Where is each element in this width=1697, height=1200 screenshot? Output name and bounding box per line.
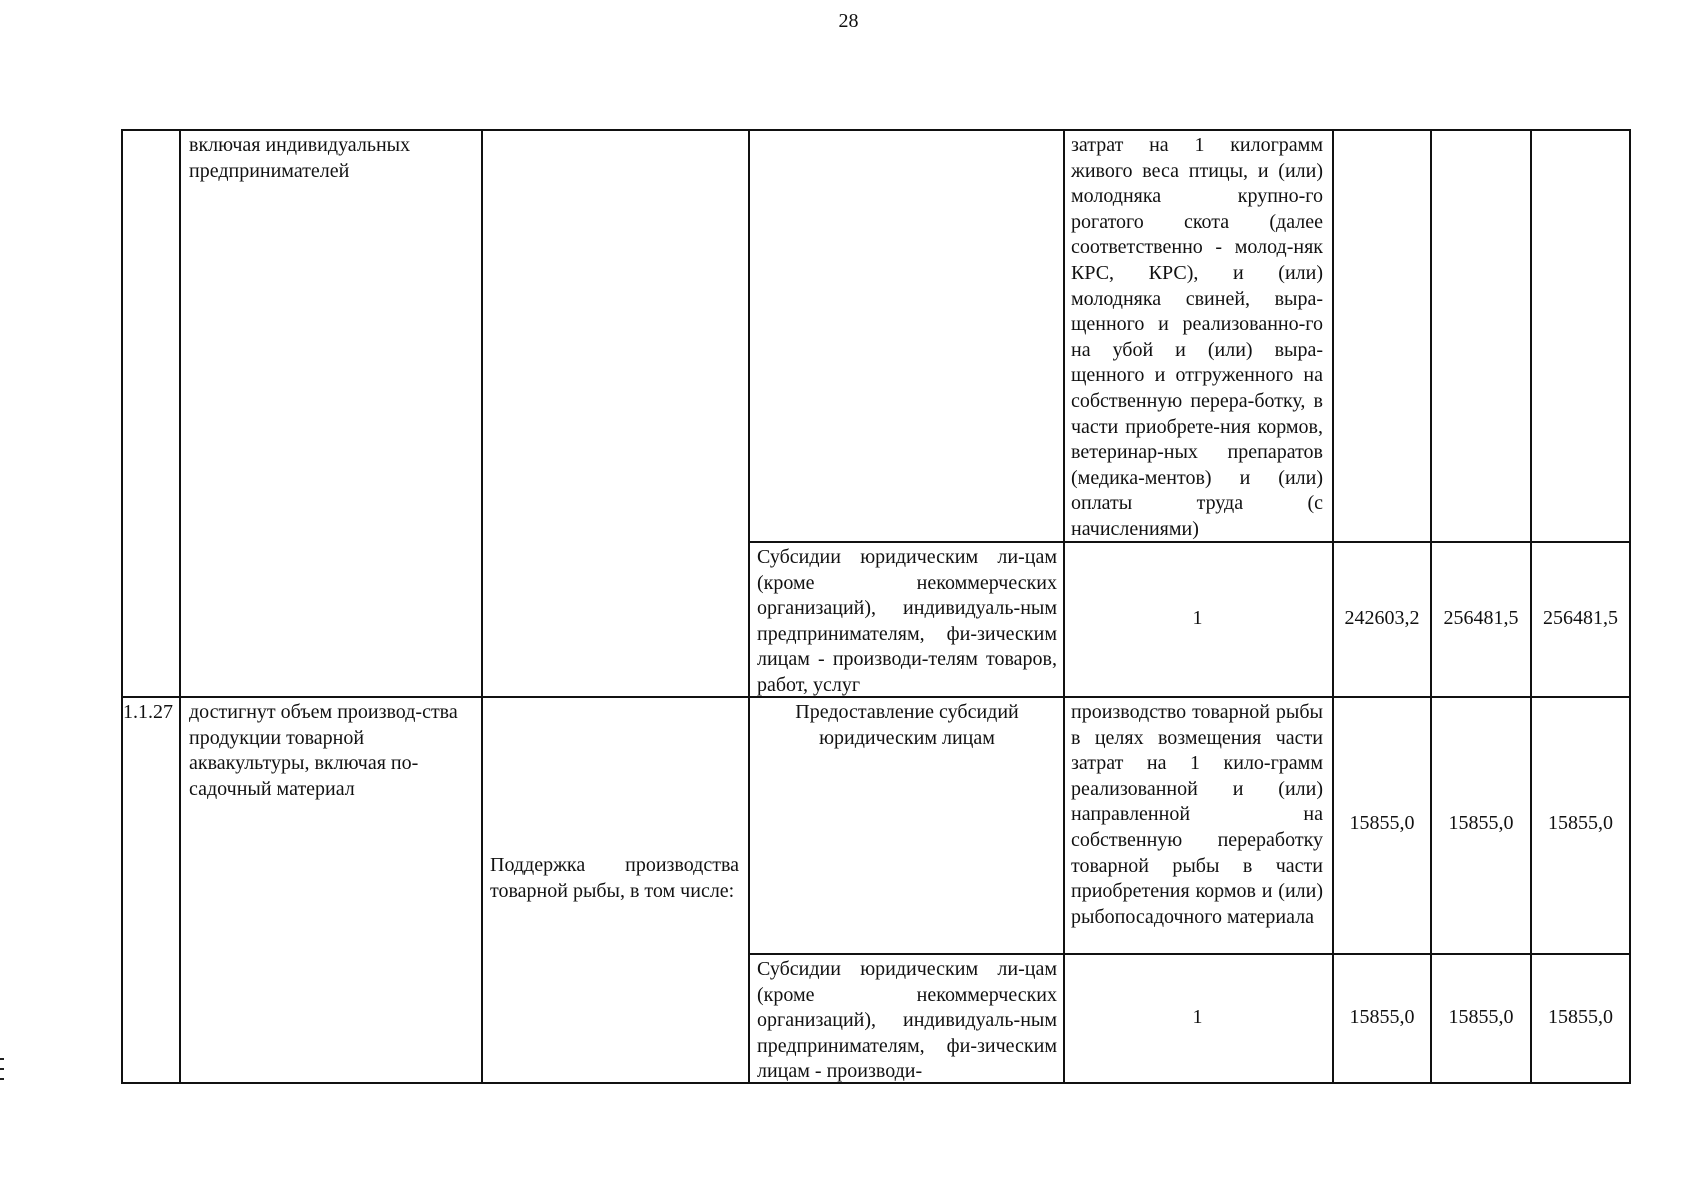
continued-indicator-text: включая индивидуальных предпринимателей — [189, 134, 411, 182]
row-number: 1.1.27 — [123, 701, 173, 723]
purpose-text: производство товарной рыбы в целях возмещения части затрат на 1 кило-грамм реализованной и (или) направленной на собственную переработку товарной рыбы в части приобретения кормов и (или) рыбопосадочного материала — [1071, 701, 1323, 928]
subsidy-value-3: 15855,0 — [1548, 1006, 1613, 1028]
measure-text: Предоставление субсидий юридическим лицам — [795, 701, 1019, 749]
subsidy-text: Субсидии юридическим ли-цам (кроме некоммерческих организаций), индивидуаль-ным предпринимателям, фи-зическим лицам - производи- — [757, 958, 1057, 1083]
continued-subsidy-value-3: 256481,5 — [1543, 607, 1618, 629]
continued-subsidy-code: 1 — [1192, 607, 1203, 629]
value-3: 15855,0 — [1548, 812, 1613, 834]
page-number: 28 — [838, 10, 859, 32]
subsidy-value-1: 15855,0 — [1349, 1006, 1415, 1028]
scan-edge-marks — [0, 1058, 6, 1088]
continued-subsidy-value-2: 256481,5 — [1443, 607, 1519, 629]
continued-purpose-text: затрат на 1 килограмм живого веса птицы, и (или) молодняка крупно-го рогатого скота (далее соответственно - молод-няк КРС, КРС), и (или) молодняка свиней, выра-щенного и реализованно-го на убой и (или) выра-щенного и отгруженного на собственную перера-ботку, в части приобрете-ния кормов, ветеринар-ных препаратов (медика-ментов) и (или) оплаты труда (с начислениями) — [1071, 134, 1323, 540]
value-1: 15855,0 — [1349, 812, 1415, 834]
continued-subsidy-text: Субсидии юридическим ли-цам (кроме некоммерческих организаций), индивидуаль-ным предпринимателям, фи-зическим лицам - производи-телям товаров, работ, услуг — [757, 546, 1057, 696]
event-text: Поддержка производства товарной рыбы, в том числе: — [490, 854, 739, 902]
continued-subsidy-value-1: 242603,2 — [1344, 607, 1420, 629]
subsidy-value-2: 15855,0 — [1448, 1006, 1514, 1028]
indicator-text: достигнут объем производ-ства продукции товарной аквакультуры, включая по-садочный материал — [189, 701, 458, 800]
subsidy-code: 1 — [1192, 1006, 1203, 1028]
value-2: 15855,0 — [1448, 812, 1514, 834]
